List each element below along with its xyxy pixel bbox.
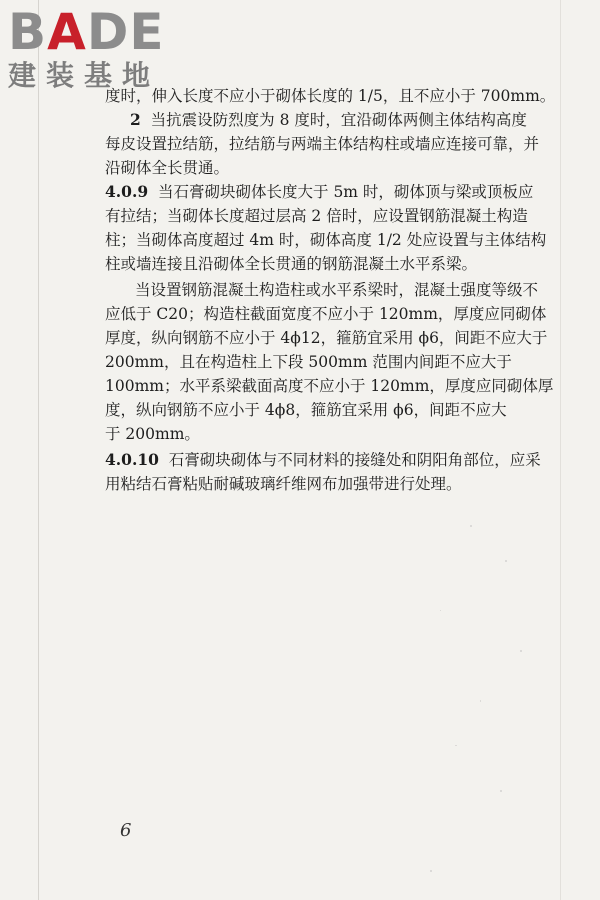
clause-number: 4.0.10 (105, 450, 159, 469)
text-line: 应低于 C20；构造柱截面宽度不应小于 120mm，厚度应同砌体 (105, 305, 547, 323)
text-line: 沿砌体全长贯通。 (105, 159, 230, 177)
text-line: 每皮设置拉结筋，拉结筋与两端主体结构柱或墙应连接可靠，并 (105, 135, 540, 153)
scan-speck (430, 870, 432, 872)
scan-speck (505, 560, 507, 562)
watermark-subtitle: 建装基地 (8, 59, 161, 92)
scan-speck (480, 700, 481, 702)
text-line: 2 当抗震设防烈度为 8 度时，宜沿砌体两侧主体结构高度 (130, 110, 527, 129)
text-line: 度时，伸入长度不应小于砌体长度的 1/5，且不应小于 700mm。 (105, 87, 556, 105)
scan-speck (470, 525, 472, 527)
text-line: 度，纵向钢筋不应小于 4ϕ8，箍筋宜采用 ϕ6，间距不应大 (105, 401, 507, 419)
text-line: 柱；当砌体高度超过 4m 时，砌体高度 1/2 处应设置与主体结构 (105, 231, 547, 249)
text-line: 4.0.10 石膏砌块砌体与不同材料的接缝处和阴阳角部位，应采 (105, 450, 541, 469)
text-line: 厚度，纵向钢筋不应小于 4ϕ12，箍筋宜采用 ϕ6，间距不应大于 (105, 329, 548, 347)
text-line: 当设置钢筋混凝土构造柱或水平系梁时，混凝土强度等级不 (135, 281, 539, 299)
text-line: 100mm；水平系梁截面高度不应小于 120mm，厚度应同砌体厚 (105, 377, 554, 395)
text-line: 有拉结；当砌体长度超过层高 2 倍时，应设置钢筋混凝土构造 (105, 207, 528, 225)
item-number: 2 (130, 110, 141, 129)
text-line: 于 200mm。 (105, 425, 200, 443)
scan-speck (520, 650, 522, 652)
watermark-logo-text: BADE (8, 3, 165, 61)
scan-speck (440, 610, 441, 611)
text-line: 200mm，且在构造柱上下段 500mm 范围内间距不应大于 (105, 353, 512, 371)
clause-number: 4.0.9 (105, 182, 149, 201)
scan-speck (455, 745, 457, 746)
text-line: 柱或墙连接且沿砌体全长贯通的钢筋混凝土水平系梁。 (105, 255, 478, 273)
text-line: 4.0.9 当石膏砌块砌体长度大于 5m 时，砌体顶与梁或顶板应 (105, 182, 534, 201)
text-line: 用粘结石膏粘贴耐碱玻璃纤维网布加强带进行处理。 (105, 475, 462, 493)
page-number: 6 (120, 820, 132, 841)
scan-speck (500, 790, 502, 792)
